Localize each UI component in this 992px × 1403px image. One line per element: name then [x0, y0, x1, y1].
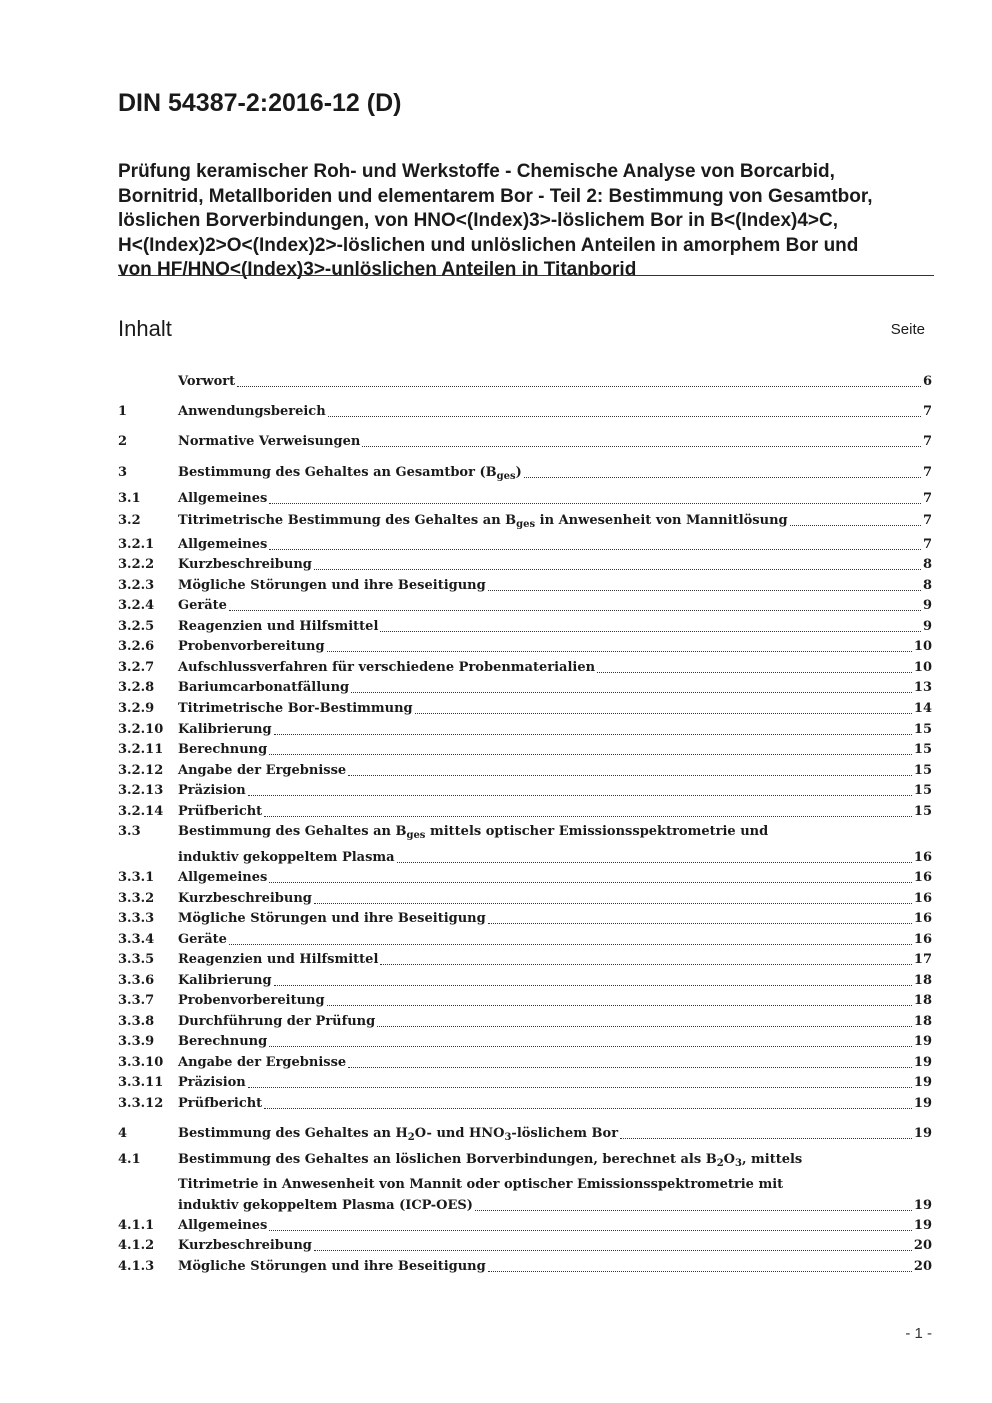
- toc-entry-page: 19: [913, 1126, 932, 1141]
- toc-entry-number: 4.1.1: [118, 1218, 155, 1233]
- toc-entry-title: [178, 637, 325, 657]
- toc-entry-title-text: Normative Verweisungen: [178, 434, 361, 449]
- toc-entry-title-text: Probenvorbereitung: [178, 639, 325, 654]
- toc-entry[interactable]: [118, 889, 932, 909]
- toc-entry-title-text: Berechnung: [178, 1034, 268, 1049]
- toc-leader-dots: [380, 631, 921, 632]
- toc-entry-page: 19: [913, 1096, 932, 1111]
- toc-entry-number: 3.3.9: [118, 1034, 155, 1049]
- toc-entry-title-text: Reagenzien und Hilfsmittel: [178, 952, 379, 967]
- toc-entry-title: [178, 909, 486, 929]
- toc-entry[interactable]: [118, 1053, 932, 1073]
- toc-entry-number: 4.1: [118, 1152, 141, 1167]
- toc-entry[interactable]: [118, 432, 932, 452]
- toc-entry-page: 19: [913, 1055, 932, 1070]
- document-title-line: von HF/HNO<(Index)3>-unlöslichen Anteilen in Titanborid: [118, 259, 637, 280]
- toc-entry-title: [178, 1073, 246, 1093]
- toc-entry-title: [178, 802, 262, 822]
- toc-leader-dots: [415, 713, 912, 714]
- document-title-line: Prüfung keramischer Roh- und Werkstoffe - Chemische Analyse von Borcarbid,: [118, 161, 835, 182]
- toc-entry-title-text: ): [515, 465, 522, 480]
- toc-entry-number: 3.2.5: [118, 619, 155, 634]
- toc-page-column-label: Seite: [890, 321, 925, 338]
- toc-entry-title-text: , mittels: [741, 1152, 803, 1167]
- toc-leader-dots: [269, 549, 921, 550]
- toc-entry-title: [178, 617, 378, 637]
- toc-entry-page: 9: [922, 619, 932, 634]
- toc-entry-title-text: Kurzbeschreibung: [178, 891, 312, 906]
- toc-entry-page: 14: [913, 701, 932, 716]
- toc-entry-number: 3.3.10: [118, 1055, 164, 1070]
- toc-entry[interactable]: [118, 463, 932, 483]
- toc-entry-title-text: Berechnung: [178, 742, 268, 757]
- toc-entry-title-text: Kurzbeschreibung: [178, 1238, 312, 1253]
- toc-entry-title-text: Angabe der Ergebnisse: [178, 763, 347, 778]
- toc-entry-title-text: Kalibrierung: [178, 722, 272, 737]
- toc-entry-number: 3.2.12: [118, 763, 164, 778]
- toc-entry-page: 16: [913, 850, 932, 865]
- toc-entry[interactable]: [118, 489, 932, 509]
- toc-entry-title: [178, 372, 235, 392]
- toc-leader-dots: [314, 903, 912, 904]
- toc-entry[interactable]: [118, 740, 932, 760]
- toc-entry-number: 3.1: [118, 491, 141, 506]
- toc-entry-title: [178, 1216, 267, 1236]
- toc-entry-title: [178, 489, 267, 509]
- toc-entry-title: [178, 1257, 486, 1277]
- toc-entry-title: [178, 1094, 262, 1114]
- toc-entry[interactable]: [118, 576, 932, 596]
- toc-entry[interactable]: [118, 781, 932, 801]
- toc-entry-page: 8: [922, 557, 932, 572]
- toc-heading: Inhalt: [118, 316, 172, 341]
- toc-leader-dots: [269, 754, 912, 755]
- toc-entry-title: [178, 991, 325, 1011]
- toc-entry-page: 17: [913, 952, 932, 967]
- toc-entry-number: 2: [118, 434, 128, 449]
- toc-entry-number: 3.2.9: [118, 701, 155, 716]
- toc-entry-number: 3.2.1: [118, 537, 155, 552]
- toc-entry-title-text: Kurzbeschreibung: [178, 557, 312, 572]
- toc-entry-title-text: Reagenzien und Hilfsmittel: [178, 619, 379, 634]
- toc-entry[interactable]: [118, 1032, 932, 1052]
- toc-entry-title-text: Bestimmung des Gehaltes an B: [178, 824, 407, 839]
- document-title-line: Bornitrid, Metallboriden und elementarem Bor - Teil 2: Bestimmung von Gesamtbor,: [118, 185, 873, 207]
- toc-entry-title-text: Probenvorbereitung: [178, 993, 325, 1008]
- toc-leader-dots: [397, 862, 912, 863]
- toc-leader-dots: [348, 775, 912, 776]
- toc-entry[interactable]: [118, 1257, 932, 1277]
- toc-entry-title-text: Titrimetrische Bor-Bestimmung: [178, 701, 413, 716]
- toc-entry-title-text: O- und HNO: [414, 1126, 505, 1141]
- toc-entry-continuation-line[interactable]: [178, 848, 932, 868]
- toc-entry-title: [178, 1032, 267, 1052]
- toc-entry-title: [178, 535, 267, 555]
- toc-leader-dots: [237, 386, 921, 387]
- page-number: - 1 -: [905, 1325, 932, 1342]
- toc-entry-page: 7: [922, 465, 932, 480]
- toc-entry-subscript: ges: [516, 519, 536, 530]
- toc-entry-title-text: Durchführung der Prüfung: [178, 1014, 376, 1029]
- toc-entry-title-continuation: Titrimetrie in Anwesenheit von Mannit oder optischer Emissionsspektrometrie mit: [178, 1177, 784, 1192]
- toc-leader-dots: [314, 1250, 912, 1251]
- toc-entry-page: 10: [913, 639, 932, 654]
- toc-entry-title-text: Präzision: [178, 1075, 246, 1090]
- toc-entry-page: 10: [913, 660, 932, 675]
- toc-entry-page: 7: [922, 434, 932, 449]
- toc-entry-title-continuation: induktiv gekoppeltem Plasma (ICP-OES): [178, 1198, 473, 1213]
- toc-entry-title-text: Prüfbericht: [178, 1096, 263, 1111]
- toc-entry-title: [178, 678, 349, 698]
- toc-entry-title: [178, 463, 522, 483]
- toc-entry[interactable]: [118, 511, 932, 531]
- toc-entry-page: 13: [913, 680, 932, 695]
- toc-entry-title-text: Bestimmung des Gehaltes an Gesamtbor (B: [178, 465, 497, 480]
- toc-entry-title-text: Angabe der Ergebnisse: [178, 1055, 347, 1070]
- toc-leader-dots: [269, 503, 921, 504]
- toc-entry-number: 3.3.11: [118, 1075, 164, 1090]
- toc-entry[interactable]: [118, 930, 932, 950]
- toc-entry-page: 7: [922, 491, 932, 506]
- toc-entry-page: 19: [913, 1034, 932, 1049]
- toc-entry-title: [178, 511, 788, 531]
- toc-leader-dots: [380, 964, 912, 965]
- toc-entry-title-text: Bestimmung des Gehaltes an löslichen Borverbindungen, berechnet als B: [178, 1152, 717, 1167]
- toc-leader-dots: [264, 816, 912, 817]
- toc-entry-page: 19: [913, 1218, 932, 1233]
- toc-entry-number: 3.2.11: [118, 742, 164, 757]
- toc-entry-number: 3.3.6: [118, 973, 155, 988]
- toc-leader-dots: [274, 985, 912, 986]
- toc-entry-page: 7: [922, 513, 932, 528]
- toc-entry-title: [178, 576, 486, 596]
- toc-entry-title-text: Mögliche Störungen und ihre Beseitigung: [178, 578, 486, 593]
- toc-entry[interactable]: [118, 868, 932, 888]
- toc-entry-page: 7: [922, 537, 932, 552]
- toc-entry-number: 3.3.5: [118, 952, 155, 967]
- toc-entry-number: 3.3.3: [118, 911, 155, 926]
- toc-entry-number: 3.3.8: [118, 1014, 155, 1029]
- title-divider: [118, 275, 934, 276]
- toc-entry[interactable]: [118, 971, 932, 991]
- toc-entry-subscript: 3: [504, 1132, 512, 1143]
- toc-entry-title-continuation: induktiv gekoppeltem Plasma: [178, 850, 395, 865]
- toc-entry-number: 3.2.10: [118, 722, 164, 737]
- toc-entry-title-text: Allgemeines: [178, 870, 268, 885]
- toc-entry-number: 3.2.6: [118, 639, 155, 654]
- toc-entry-title: [178, 868, 267, 888]
- toc-entry[interactable]: [118, 1124, 932, 1144]
- toc-entry-title-text: Allgemeines: [178, 1218, 268, 1233]
- toc-leader-dots: [475, 1210, 912, 1211]
- toc-entry-number: 1: [118, 404, 128, 419]
- toc-entry-title: [178, 1150, 802, 1170]
- toc-entry-number: 3.2.3: [118, 578, 155, 593]
- toc-entry-title-text: Vorwort: [178, 374, 236, 389]
- toc-entry-subscript: 2: [716, 1158, 724, 1169]
- toc-leader-dots: [328, 416, 921, 417]
- toc-leader-dots: [229, 610, 921, 611]
- toc-entry-title: [178, 822, 768, 842]
- toc-entry-page: 18: [913, 973, 932, 988]
- toc-entry-number: 3.3.2: [118, 891, 155, 906]
- toc-entry-title-text: Allgemeines: [178, 537, 268, 552]
- toc-entry[interactable]: [118, 678, 932, 698]
- toc-entry-title: [178, 1236, 312, 1256]
- toc-entry-title-text: Mögliche Störungen und ihre Beseitigung: [178, 1259, 486, 1274]
- toc-entry-page: 16: [913, 911, 932, 926]
- toc-entry[interactable]: [118, 761, 932, 781]
- toc-entry-number: 3.2.7: [118, 660, 155, 675]
- toc-entry-title-text: Titrimetrische Bestimmung des Gehaltes an B: [178, 513, 517, 528]
- toc-entry-title: [178, 596, 227, 616]
- toc-entry-page: 16: [913, 870, 932, 885]
- toc-entry-number: 3.3: [118, 824, 141, 839]
- toc-entry-title-text: Mögliche Störungen und ihre Beseitigung: [178, 911, 486, 926]
- toc-entry[interactable]: [118, 637, 932, 657]
- toc-leader-dots: [351, 692, 912, 693]
- toc-leader-dots: [327, 651, 912, 652]
- toc-entry-number: 4.1.2: [118, 1238, 155, 1253]
- toc-entry-title: [178, 699, 413, 719]
- toc-entry-title: [178, 1053, 346, 1073]
- toc-entry-page: 15: [913, 722, 932, 737]
- toc-entry-title: [178, 950, 378, 970]
- toc-leader-dots: [348, 1067, 912, 1068]
- toc-entry-page: 16: [913, 891, 932, 906]
- toc-entry-subscript: ges: [496, 471, 516, 482]
- toc-entry-page: 15: [913, 783, 932, 798]
- toc-entry-title: [178, 889, 312, 909]
- toc-entry-subscript: 3: [735, 1158, 742, 1169]
- toc-leader-dots: [790, 525, 921, 526]
- toc-entry-page: 15: [913, 804, 932, 819]
- toc-entry-page: 15: [913, 763, 932, 778]
- toc-entry-title-text: Präzision: [178, 783, 246, 798]
- toc-entry[interactable]: [118, 991, 932, 1011]
- toc-entry-title: [178, 1012, 375, 1032]
- toc-entry-title: [178, 971, 272, 991]
- document-title-line: löslichen Borverbindungen, von HNO<(Index)3>-löslichem Bor in B<(Index)4>C,: [118, 210, 839, 231]
- toc-entry-page: 18: [913, 1014, 932, 1029]
- toc-entry[interactable]: [118, 950, 932, 970]
- document-title: [118, 160, 930, 283]
- toc-entry-number: 3.2.8: [118, 680, 155, 695]
- toc-entry[interactable]: [118, 909, 932, 929]
- toc-leader-dots: [248, 1087, 912, 1088]
- toc-entry[interactable]: [118, 1073, 932, 1093]
- toc-entry[interactable]: [118, 1150, 932, 1170]
- toc-entry-title: [178, 781, 246, 801]
- toc-entry[interactable]: [118, 658, 932, 678]
- toc-entry-title-text: Anwendungsbereich: [178, 404, 326, 419]
- toc-entry-number: 3.3.12: [118, 1096, 164, 1111]
- toc-leader-dots: [248, 795, 912, 796]
- toc-entry-title: [178, 658, 595, 678]
- toc-leader-dots: [264, 1108, 912, 1109]
- toc-entry-title: [178, 555, 312, 575]
- toc-leader-dots: [362, 446, 921, 447]
- toc-entry-number: 3.3.1: [118, 870, 155, 885]
- toc-entry-page: 7: [922, 404, 932, 419]
- toc-leader-dots: [269, 1230, 912, 1231]
- toc-entry-number: 3.2.2: [118, 557, 155, 572]
- toc-entry-page: 20: [913, 1259, 932, 1274]
- document-id: DIN 54387-2:2016-12 (D): [118, 89, 402, 117]
- toc-leader-dots: [488, 1271, 912, 1272]
- toc-entry-title-text: O: [723, 1152, 735, 1167]
- toc-entry-title-text: mittels optischer Emissionsspektrometrie und: [425, 824, 769, 839]
- toc-entry-title: [178, 402, 326, 422]
- toc-entry-title-text: Geräte: [178, 598, 227, 613]
- toc-entry-subscript: ges: [406, 830, 426, 841]
- toc-entry[interactable]: [118, 1094, 932, 1114]
- toc-entry[interactable]: [118, 720, 932, 740]
- toc-entry-title-text: in Anwesenheit von Mannitlösung: [535, 513, 788, 528]
- toc-entry[interactable]: [118, 1236, 932, 1256]
- toc-entry-number: 3.2.13: [118, 783, 164, 798]
- toc-entry[interactable]: [118, 802, 932, 822]
- toc-entry-title-text: Bariumcarbonatfällung: [178, 680, 350, 695]
- toc-entry-title: [178, 1124, 618, 1144]
- toc-leader-dots: [269, 1046, 912, 1047]
- toc-entry[interactable]: [118, 1012, 932, 1032]
- toc-entry[interactable]: [118, 822, 932, 842]
- toc-entry[interactable]: [118, 555, 932, 575]
- toc-leader-dots: [327, 1005, 912, 1006]
- toc-entry-number: 3.3.7: [118, 993, 155, 1008]
- toc-entry-number: 3.2: [118, 513, 141, 528]
- toc-leader-dots: [488, 590, 921, 591]
- toc-entry-page: 6: [922, 374, 932, 389]
- toc-entry-page: 19: [913, 1198, 932, 1213]
- toc-leader-dots: [524, 477, 921, 478]
- toc-entry-title: [178, 432, 360, 452]
- toc-entry-title-text: Allgemeines: [178, 491, 268, 506]
- toc-entry-title-text: Kalibrierung: [178, 973, 272, 988]
- toc-entry-title-text: Prüfbericht: [178, 804, 263, 819]
- toc-entry-page: 20: [913, 1238, 932, 1253]
- toc-entry-number: 3: [118, 465, 128, 480]
- toc-leader-dots: [597, 672, 912, 673]
- toc-entry-continuation-line[interactable]: [178, 1196, 932, 1216]
- toc-leader-dots: [488, 923, 912, 924]
- toc-entry-page: 8: [922, 578, 932, 593]
- toc-leader-dots: [620, 1138, 912, 1139]
- toc-entry-title: [178, 720, 272, 740]
- toc-entry-title: [178, 740, 267, 760]
- toc-entry-subscript: 2: [407, 1132, 415, 1143]
- toc-leader-dots: [269, 882, 912, 883]
- toc-leader-dots: [274, 734, 912, 735]
- toc-leader-dots: [229, 944, 912, 945]
- toc-leader-dots: [314, 569, 921, 570]
- toc-entry-number: 4.1.3: [118, 1259, 155, 1274]
- document-title-line: H<(Index)2>O<(Index)2>-löslichen und unlöslichen Anteilen in amorphem Bor und: [118, 234, 859, 256]
- toc-entry-number: 3.3.4: [118, 932, 155, 947]
- toc-entry-title: [178, 761, 346, 781]
- toc-entry-page: 19: [913, 1075, 932, 1090]
- toc-leader-dots: [377, 1026, 912, 1027]
- toc-entry[interactable]: [118, 402, 932, 422]
- toc-entry[interactable]: [118, 617, 932, 637]
- toc-entry[interactable]: [118, 535, 932, 555]
- toc-entry-number: 4: [118, 1126, 128, 1141]
- toc-entry[interactable]: [118, 372, 932, 392]
- toc-entry-number: 3.2.14: [118, 804, 164, 819]
- toc-entry[interactable]: [118, 1216, 932, 1236]
- toc-entry-number: 3.2.4: [118, 598, 155, 613]
- toc-entry-page: 18: [913, 993, 932, 1008]
- toc-entry[interactable]: [118, 596, 932, 616]
- toc-entry-page: 9: [922, 598, 932, 613]
- toc-entry[interactable]: [118, 699, 932, 719]
- toc-entry-title-text: Bestimmung des Gehaltes an H: [178, 1126, 408, 1141]
- toc-entry-page: 15: [913, 742, 932, 757]
- toc-entry-title-text: -löslichem Bor: [511, 1126, 619, 1141]
- toc-entry-title-text: Geräte: [178, 932, 227, 947]
- toc-entry-page: 16: [913, 932, 932, 947]
- toc-entry-title: [178, 930, 227, 950]
- toc-entry-title-text: Aufschlussverfahren für verschiedene Probenmaterialien: [178, 660, 596, 675]
